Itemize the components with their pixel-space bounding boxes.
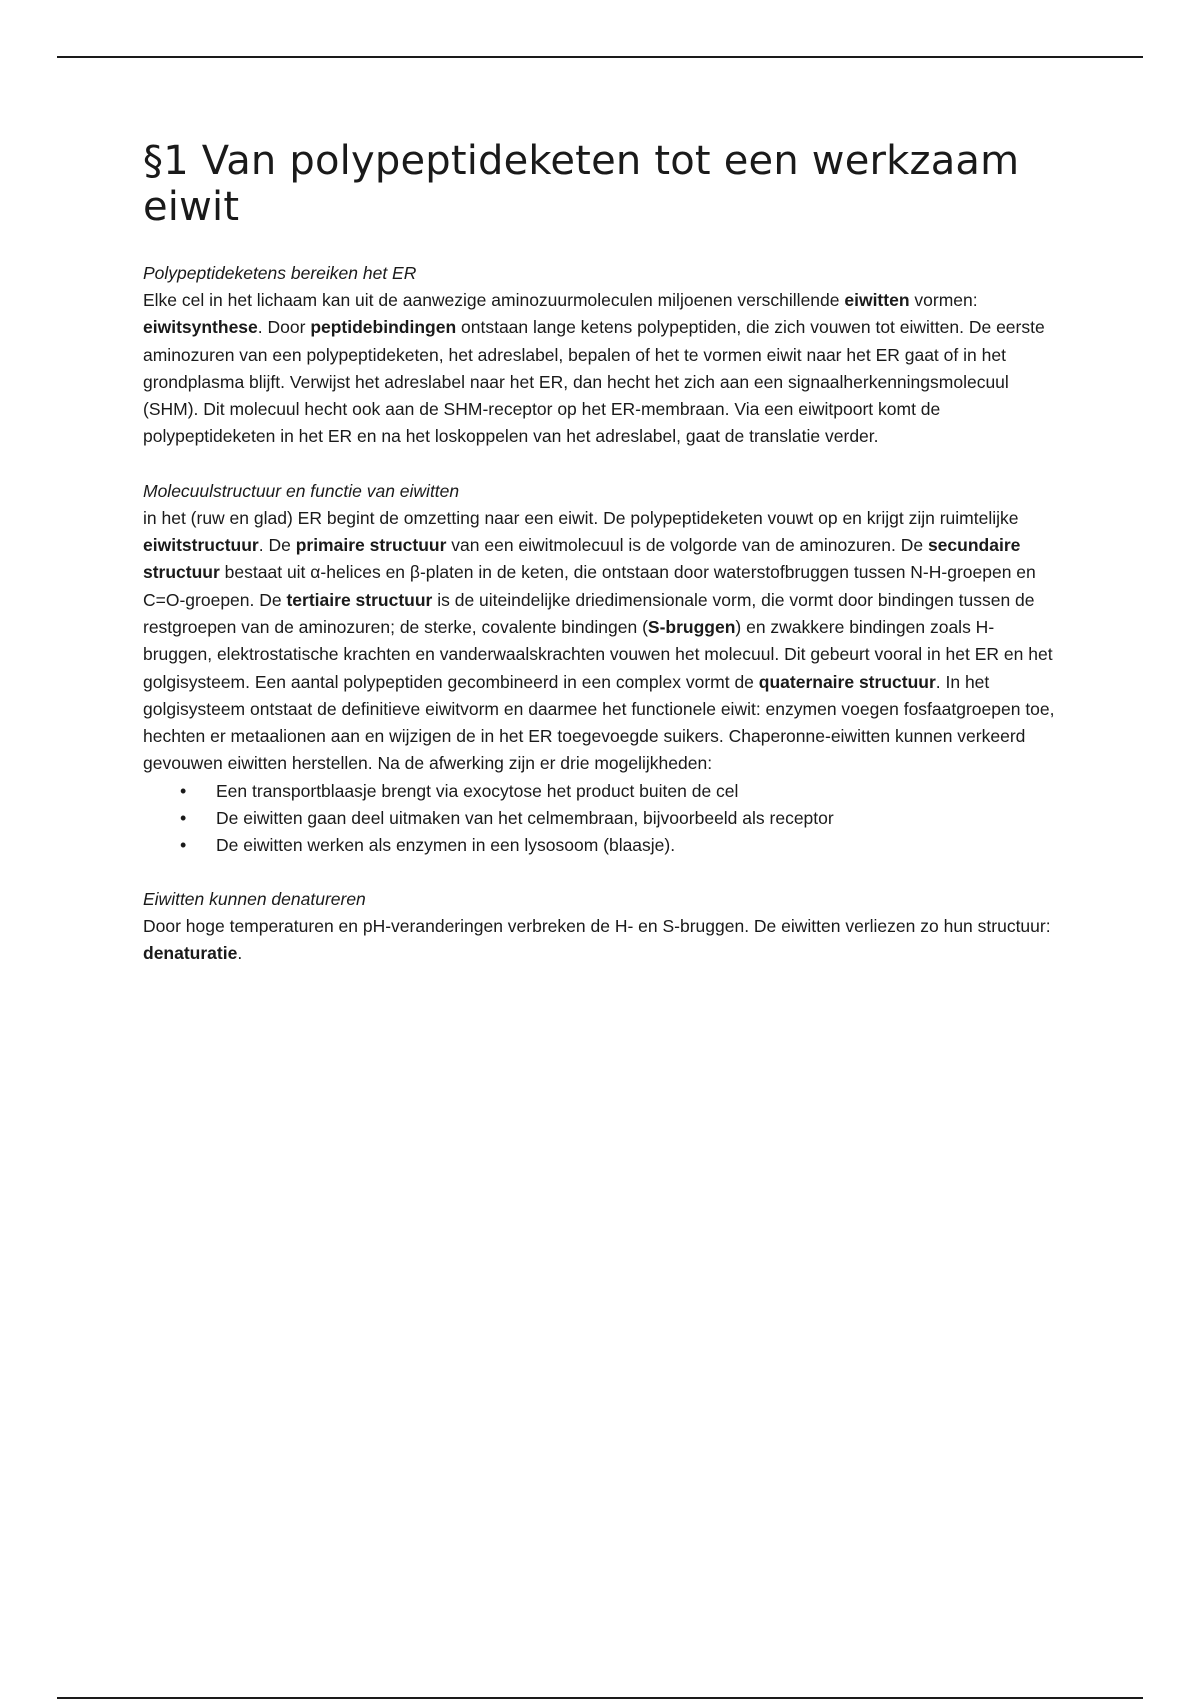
list-item: • De eiwitten werken als enzymen in een lysosoom (blaasje). xyxy=(216,832,1063,859)
section-paragraph xyxy=(143,287,1063,451)
bold-term: eiwitten xyxy=(844,290,910,310)
section-structure xyxy=(143,478,1063,859)
bold-term: tertiaire structuur xyxy=(286,589,433,610)
section-paragraph xyxy=(143,505,1063,778)
text-run: van een eiwitmolecuul is de volgorde van de aminozuren. De xyxy=(446,535,928,556)
section-denaturation xyxy=(143,886,1063,968)
bold-term: S-bruggen xyxy=(647,616,736,637)
section-heading: Molecuulstructuur en functie van eiwitten xyxy=(143,480,460,501)
bold-term: peptidebindingen xyxy=(310,317,457,338)
text-run: Door hoge temperaturen en pH-veranderingen verbreken de H- en S-bruggen. De eiwitten verliezen zo hun structuur: xyxy=(143,915,1051,936)
section-er xyxy=(143,260,1063,451)
list-item: • Een transportblaasje brengt via exocytose het product buiten de cel xyxy=(216,778,1063,805)
bold-term: quaternaire structuur xyxy=(758,671,936,692)
text-run: vormen: xyxy=(909,290,978,310)
text-run: . De xyxy=(258,535,296,556)
header-rule xyxy=(57,56,1143,58)
bullet-list xyxy=(143,778,1063,859)
section-heading: Polypeptideketens bereiken het ER xyxy=(143,263,417,283)
bold-term: secundaire structuur xyxy=(143,535,1021,583)
text-run: . In het golgisysteem ontstaat de definitieve eiwitvorm en daarmee het functionele eiwit: enzymen voegen fosfaatgroepen toe, hechten er metaalionen aan en wijzigen de in het ER toegevoegde suikers. Chaperonne-eiwitten kunnen verkeerd gevouwen eiwitten herstellen. Na de afwerking zijn er drie mogelijkheden: xyxy=(143,671,1055,774)
document-body xyxy=(143,138,1063,994)
bold-term: primaire structuur xyxy=(295,535,447,556)
page-title: §1 Van polypeptideketen tot een werkzaam eiwit xyxy=(143,138,1020,230)
text-run: ) en zwakkere bindingen zoals H-bruggen, elektrostatische krachten en vanderwaalskrachten vouwen het molecuul. Dit gebeurt vooral in het ER en het golgisysteem. Een aantal polypeptiden gecombineerd in een complex vormt de xyxy=(143,616,1053,692)
text-run: bestaat uit α-helices en β-platen in de keten, die ontstaan door waterstofbruggen tussen N-H-groepen en C=O-groepen. De xyxy=(143,562,1036,610)
text-run: . Door xyxy=(257,317,311,338)
text-run: ontstaan lange ketens polypeptiden, die zich vouwen tot eiwitten. De eerste aminozuren van een polypeptideketen, het adreslabel, bepalen of het te vormen eiwit naar het ER gaat of in het grondplasma blijft. Verwijst het adreslabel naar het ER, dan hecht het zich aan een signaalherkenningsmolecuul (SHM). Dit molecuul hecht ook aan de SHM-receptor op het ER-membraan. Via een eiwitpoort komt de polypeptideketen in het ER en na het loskoppelen van het adreslabel, gaat de translatie verder. xyxy=(143,317,1045,447)
bold-term: eiwitsynthese xyxy=(143,317,258,338)
text-run: is de uiteindelijke driedimensionale vorm, die vormt door bindingen tussen de restgroepen van de aminozuren; de sterke, covalente bindingen ( xyxy=(143,589,1035,637)
text-run: Elke cel in het lichaam kan uit de aanwezige aminozuurmoleculen miljoenen verschillende xyxy=(143,290,845,310)
text-run: . xyxy=(237,943,243,964)
bold-term: eiwitstructuur xyxy=(143,535,259,556)
bold-term: denaturatie xyxy=(143,943,238,964)
list-item: • De eiwitten gaan deel uitmaken van het celmembraan, bijvoorbeeld als receptor xyxy=(216,805,1063,832)
footer-rule xyxy=(57,1697,1143,1699)
text-run: in het (ruw en glad) ER begint de omzetting naar een eiwit. De polypeptideketen vouwt op en krijgt zijn ruimtelijke xyxy=(143,507,1019,528)
section-heading: Eiwitten kunnen denatureren xyxy=(143,888,366,909)
section-paragraph xyxy=(143,913,1063,968)
